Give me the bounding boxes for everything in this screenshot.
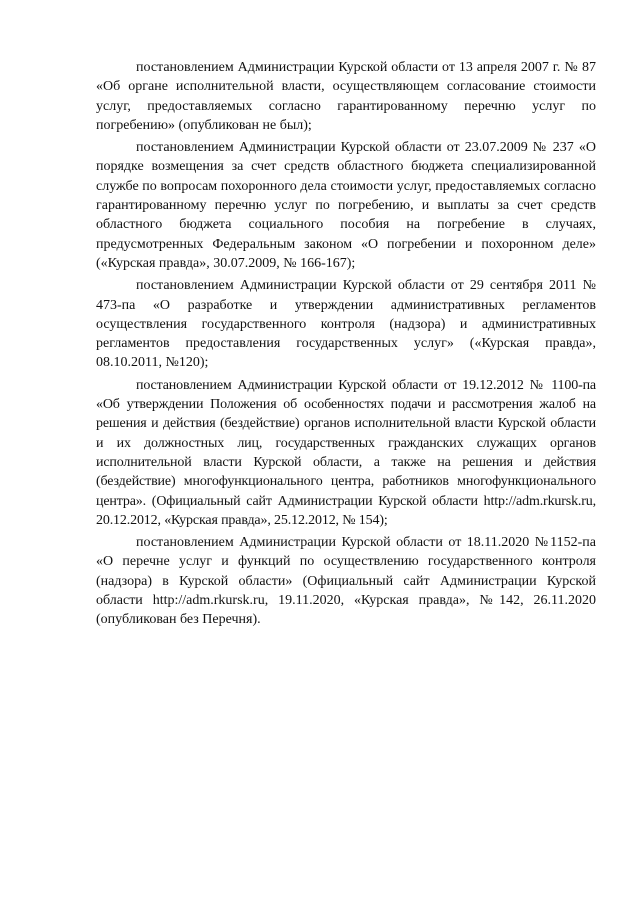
paragraph-decree-2012: постановлением Администрации Курской области от 19.12.2012 № 1100-па «Об утверждении Положения об особенностях подачи и рассмотрения жалоб на решения и действия (бездействие) органов исполнительной власти Курской области и их должностных лиц, государственных гражданских служащих органов исполнительной власти Курской области, а также на решения и действия (бездействие) многофункционального центра, работников многофункционального центра». (Официальный сайт Администрации Курской области http://adm.rkursk.ru, 20.12.2012, «Курская правда», 25.12.2012, № 154); — [96, 377, 596, 528]
paragraph-decree-2009: постановлением Администрации Курской области от 23.07.2009 № 237 «О порядке возмещения за счет средств областного бюджета специализированной службе по вопросам похоронного дела стоимости услуг, предоставляемых согласно гарантированному перечню услуг по погребению, и выплаты за счет средств областного бюджета социального пособия на погребение в случаях, предусмотренных Федеральным законом «О погребении и похоронном деле» («Курская правда», 30.07.2009, № 166-167); — [96, 140, 596, 271]
paragraph-decree-2007: постановлением Администрации Курской области от 13 апреля 2007 г. № 87 «Об органе исполнительной власти, осуществляющем согласование стоимости услуг, предоставляемых согласно гарантированному перечню услуг по погребению» (опубликован не был); — [96, 60, 596, 133]
document-page — [96, 58, 596, 633]
paragraph-decree-2011: постановлением Администрации Курской области от 29 сентября 2011 № 473-па «О разработке и утверждении административных регламентов осуществления государственного контроля (надзора) и административных регламентов предоставления государственных услуг» («Курская правда», 08.10.2011, №120); — [96, 278, 596, 371]
paragraph-decree-2020: постановлением Администрации Курской области от 18.11.2020 №1152-па «О перечне услуг и функций по осуществлению государственного контроля (надзора) в Курской области» (Официальный сайт Администрации Курской области http://adm.rkursk.ru, 19.11.2020, «Курская правда», №142, 26.11.2020 (опубликован без Перечня). — [96, 535, 596, 628]
